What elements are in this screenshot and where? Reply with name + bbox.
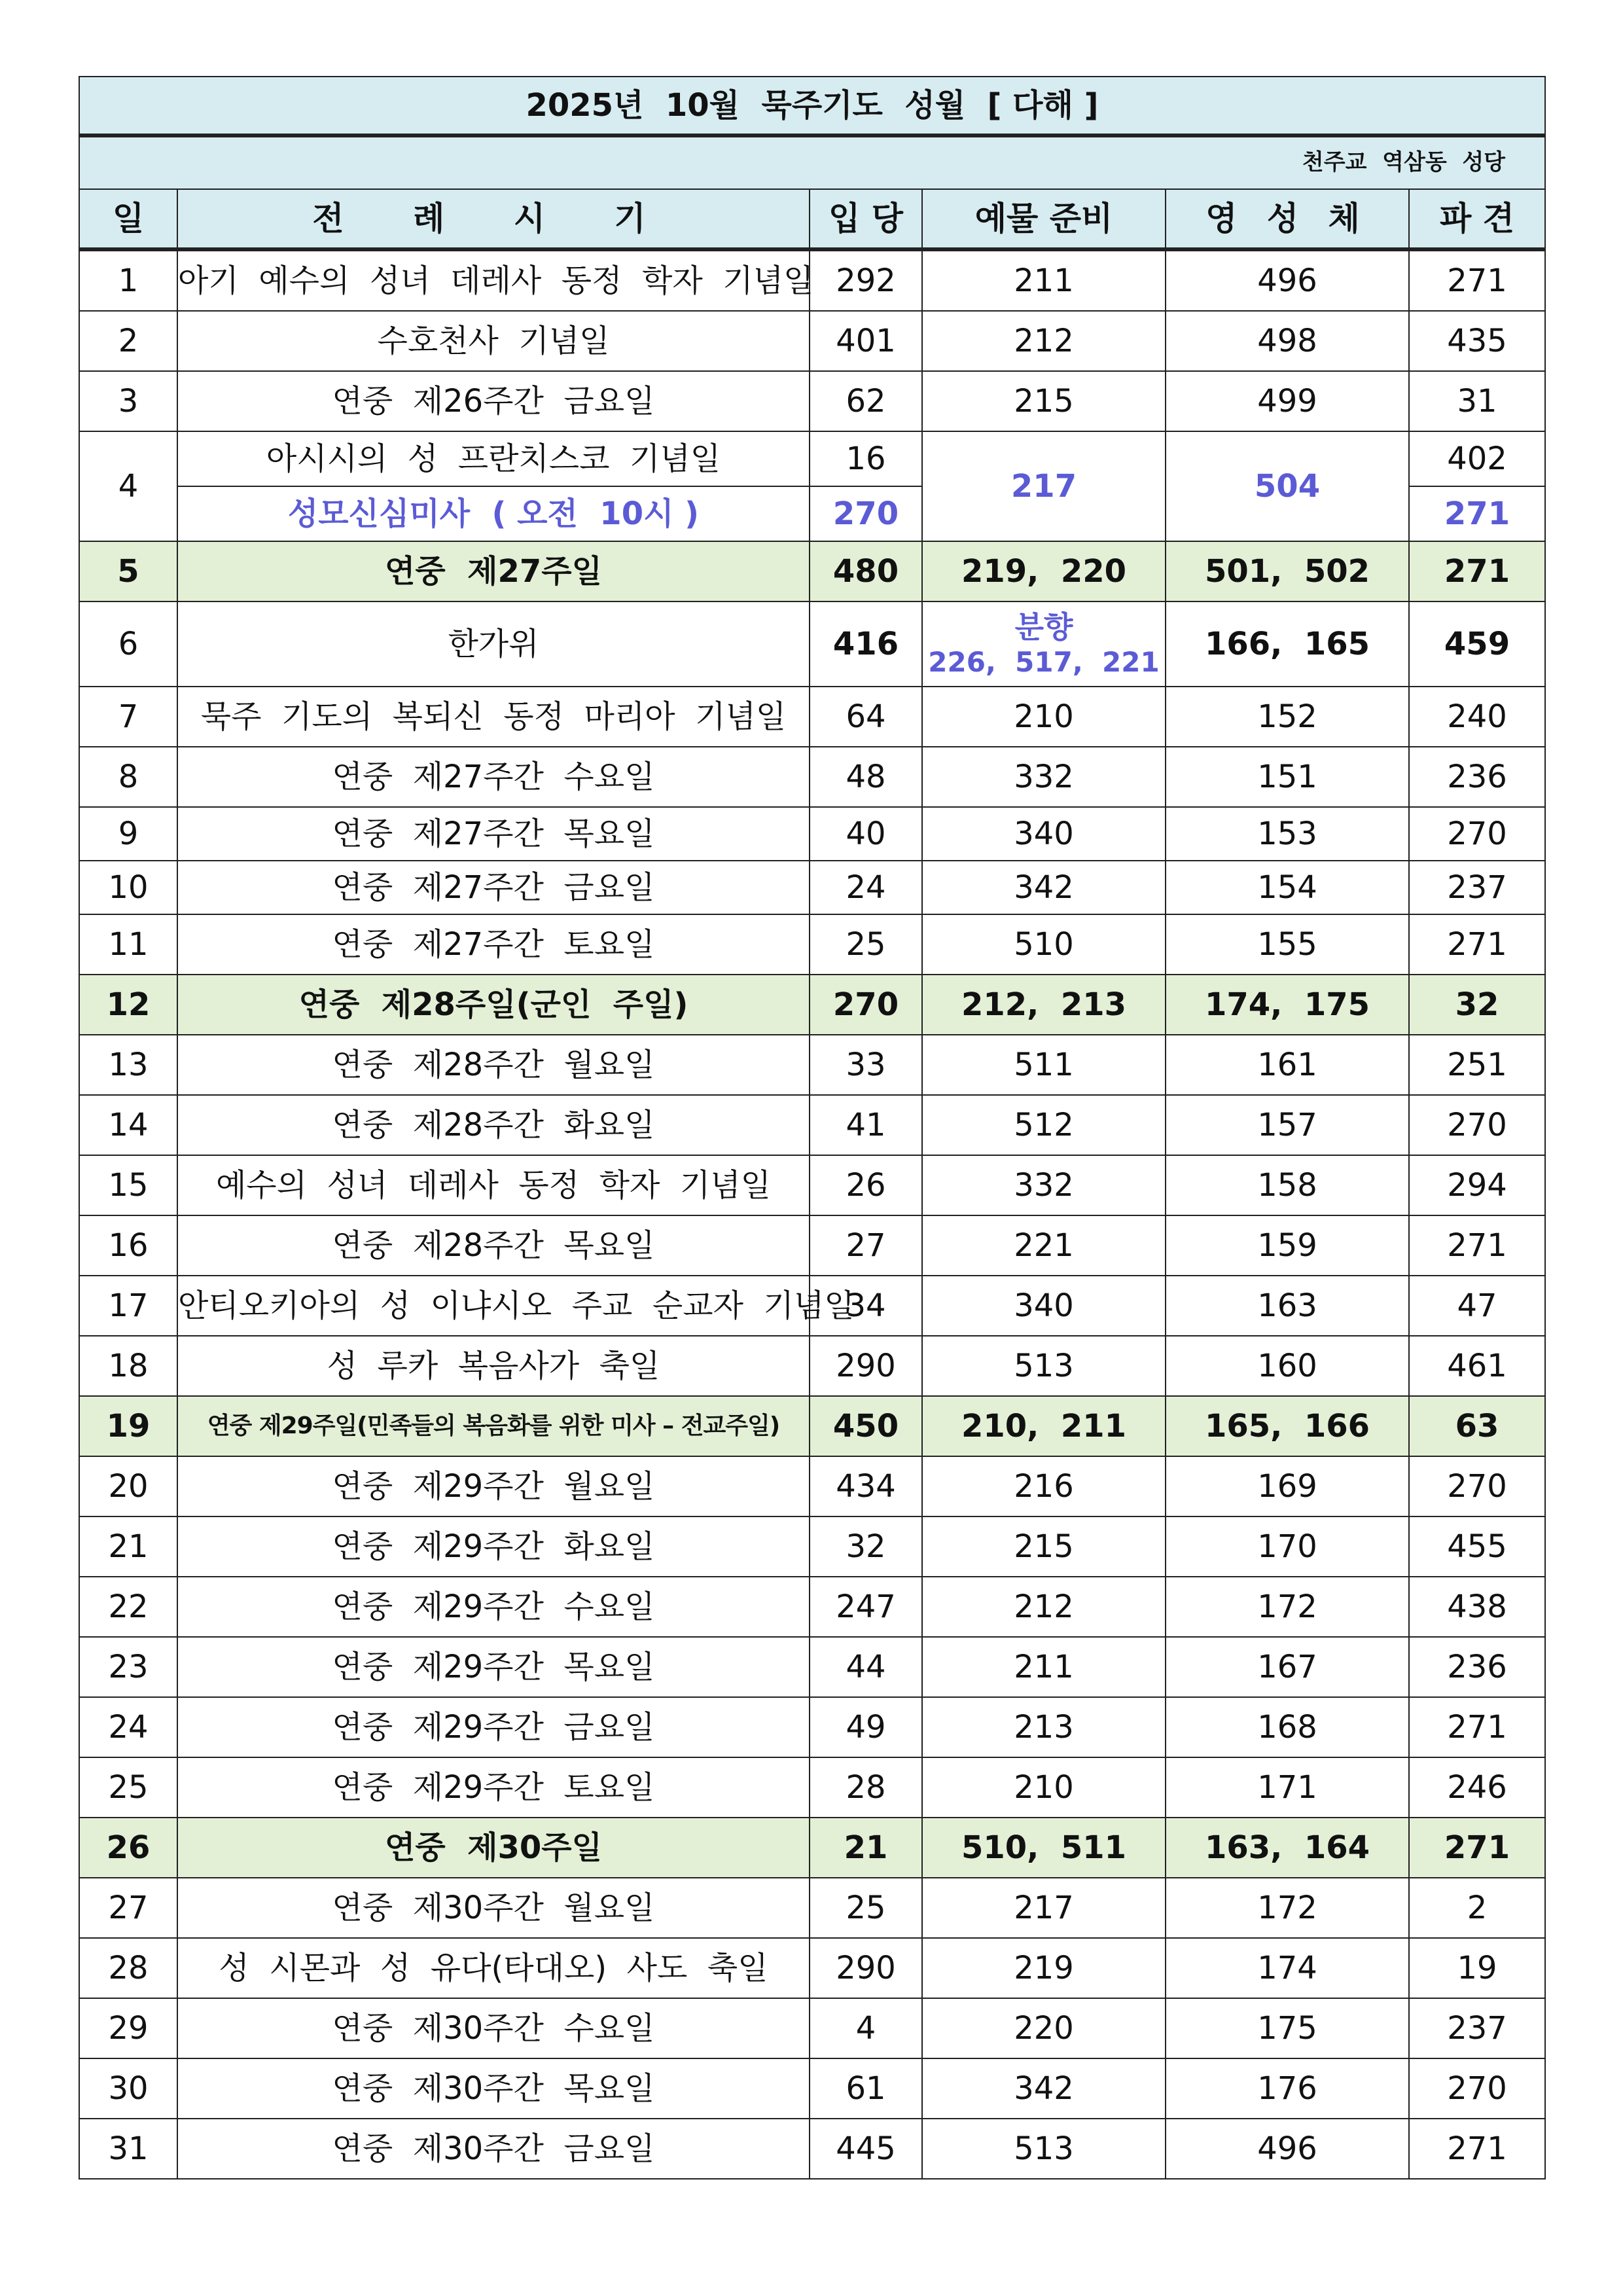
header-liturgy: 전 례 시 기: [177, 189, 810, 249]
day-cell: 7: [79, 687, 177, 747]
offertory-cell: 511: [922, 1035, 1166, 1095]
dismissal-cell: 246: [1409, 1757, 1545, 1818]
table-row: [79, 1697, 1545, 1757]
liturgy-cell: 연중 제29주간 화요일: [177, 1516, 810, 1577]
day-cell: 27: [79, 1878, 177, 1938]
day-cell: 25: [79, 1757, 177, 1818]
entrance-cell: 25: [810, 914, 922, 975]
table-row: [79, 1396, 1545, 1456]
communion-cell: 504: [1166, 431, 1409, 541]
table-row: [79, 249, 1545, 311]
dismissal-cell: 271: [1409, 249, 1545, 311]
offertory-cell: 513: [922, 2119, 1166, 2179]
offertory-cell: 217: [922, 1878, 1166, 1938]
liturgy-cell: 연중 제27주간 목요일: [177, 807, 810, 861]
liturgy-cell: 안티오키아의 성 이냐시오 주교 순교자 기념일: [177, 1276, 810, 1336]
communion-cell: 153: [1166, 807, 1409, 861]
table-row: [79, 861, 1545, 914]
table-row: [79, 914, 1545, 975]
entrance-cell: 247: [810, 1577, 922, 1637]
dismissal-cell: 32: [1409, 975, 1545, 1035]
dismissal-cell: 63: [1409, 1396, 1545, 1456]
entrance-cell: 27: [810, 1215, 922, 1276]
communion-cell: 168: [1166, 1697, 1409, 1757]
communion-cell: 163, 164: [1166, 1818, 1409, 1878]
communion-cell: 165, 166: [1166, 1396, 1409, 1456]
table-row: [79, 1878, 1545, 1938]
entrance-cell: 33: [810, 1035, 922, 1095]
dismissal-cell: 455: [1409, 1516, 1545, 1577]
dismissal-cell: 459: [1409, 601, 1545, 687]
liturgy-cell: 예수의 성녀 데레사 동정 학자 기념일: [177, 1155, 810, 1215]
offertory-cell: 219: [922, 1938, 1166, 1998]
day-cell: 15: [79, 1155, 177, 1215]
communion-cell: 172: [1166, 1878, 1409, 1938]
day-cell: 6: [79, 601, 177, 687]
dismissal-cell: 19: [1409, 1938, 1545, 1998]
entrance-cell: 270: [810, 975, 922, 1035]
liturgy-cell-sub: 성모신심미사 ( 오전 10시 ): [177, 486, 810, 541]
offertory-cell: 340: [922, 1276, 1166, 1336]
liturgy-cell: 수호천사 기념일: [177, 311, 810, 371]
dismissal-cell: 461: [1409, 1336, 1545, 1396]
liturgy-cell: 성 시몬과 성 유다(타대오) 사도 축일: [177, 1938, 810, 1998]
liturgy-cell: 연중 제28주간 월요일: [177, 1035, 810, 1095]
entrance-cell: 28: [810, 1757, 922, 1818]
communion-cell: 161: [1166, 1035, 1409, 1095]
day-cell: 29: [79, 1998, 177, 2058]
entrance-cell: 434: [810, 1456, 922, 1516]
entrance-cell: 34: [810, 1276, 922, 1336]
table-row: [79, 1276, 1545, 1336]
dismissal-cell: 271: [1409, 1215, 1545, 1276]
day-cell: 14: [79, 1095, 177, 1155]
liturgy-cell: 연중 제27주일: [177, 541, 810, 601]
entrance-cell: 480: [810, 541, 922, 601]
dismissal-cell: 270: [1409, 2058, 1545, 2119]
table-row: [79, 687, 1545, 747]
communion-cell: 152: [1166, 687, 1409, 747]
offertory-cell: 332: [922, 747, 1166, 807]
day-cell: 4: [79, 431, 177, 541]
day-cell: 26: [79, 1818, 177, 1878]
header-entrance: 입 당: [810, 189, 922, 249]
offertory-cell: 211: [922, 1637, 1166, 1697]
liturgy-cell: 연중 제27주간 토요일: [177, 914, 810, 975]
entrance-cell: 24: [810, 861, 922, 914]
communion-cell: 496: [1166, 2119, 1409, 2179]
entrance-cell: 290: [810, 1938, 922, 1998]
dismissal-cell: 237: [1409, 861, 1545, 914]
offertory-cell: 342: [922, 2058, 1166, 2119]
entrance-cell: 4: [810, 1998, 922, 2058]
table-row: [79, 311, 1545, 371]
communion-cell: 499: [1166, 371, 1409, 431]
dismissal-cell: 438: [1409, 1577, 1545, 1637]
dismissal-cell: 402: [1409, 431, 1545, 486]
incense-block: [923, 611, 1165, 678]
dismissal-cell: 271: [1409, 541, 1545, 601]
table-row: [79, 1215, 1545, 1276]
liturgy-cell: 아시시의 성 프란치스코 기념일: [177, 431, 810, 486]
liturgy-cell: 연중 제29주간 토요일: [177, 1757, 810, 1818]
dismissal-cell-sub: 271: [1409, 486, 1545, 541]
header-communion: 영 성 체: [1166, 189, 1409, 249]
parish-name: 천주교 역삼동 성당: [79, 135, 1545, 189]
day-cell: 3: [79, 371, 177, 431]
liturgy-cell: 묵주 기도의 복되신 동정 마리아 기념일: [177, 687, 810, 747]
offertory-cell: 210: [922, 687, 1166, 747]
liturgy-cell: 연중 제27주간 금요일: [177, 861, 810, 914]
offertory-cell: 342: [922, 861, 1166, 914]
liturgy-cell: 연중 제29주일(민족들의 복음화를 위한 미사 – 전교주일): [177, 1396, 810, 1456]
entrance-cell: 49: [810, 1697, 922, 1757]
day-cell: 10: [79, 861, 177, 914]
liturgy-cell: 연중 제30주간 월요일: [177, 1878, 810, 1938]
page-title: 2025년 10월 묵주기도 성월 [ 다해 ]: [79, 77, 1545, 135]
offertory-cell: 512: [922, 1095, 1166, 1155]
offertory-cell: 510: [922, 914, 1166, 975]
communion-cell: 160: [1166, 1336, 1409, 1396]
dismissal-cell: 47: [1409, 1276, 1545, 1336]
header-dismissal: 파 견: [1409, 189, 1545, 249]
day-cell: 18: [79, 1336, 177, 1396]
dismissal-cell: 270: [1409, 1456, 1545, 1516]
entrance-cell: 41: [810, 1095, 922, 1155]
table-row: [79, 1757, 1545, 1818]
offertory-cell: 510, 511: [922, 1818, 1166, 1878]
table-row: [79, 371, 1545, 431]
dismissal-cell: 236: [1409, 1637, 1545, 1697]
entrance-cell: 450: [810, 1396, 922, 1456]
table-row: [79, 1998, 1545, 2058]
table-row: [79, 1095, 1545, 1155]
liturgy-cell: 연중 제30주간 목요일: [177, 2058, 810, 2119]
table-row: [79, 2119, 1545, 2179]
communion-cell: 167: [1166, 1637, 1409, 1697]
communion-cell: 159: [1166, 1215, 1409, 1276]
hymn-schedule-sheet: [79, 76, 1544, 2179]
liturgy-cell: 연중 제27주간 수요일: [177, 747, 810, 807]
communion-cell: 154: [1166, 861, 1409, 914]
header-day: 일: [79, 189, 177, 249]
entrance-cell: 445: [810, 2119, 922, 2179]
liturgy-cell: 연중 제28주간 목요일: [177, 1215, 810, 1276]
offertory-cell: 217: [922, 431, 1166, 541]
entrance-cell: 25: [810, 1878, 922, 1938]
communion-cell: 176: [1166, 2058, 1409, 2119]
offertory-cell: [922, 601, 1166, 687]
entrance-cell: 40: [810, 807, 922, 861]
offertory-cell: 340: [922, 807, 1166, 861]
liturgy-cell: 연중 제26주간 금요일: [177, 371, 810, 431]
table-row: [79, 807, 1545, 861]
incense-numbers: 226, 517, 221: [928, 646, 1160, 679]
liturgy-cell: 연중 제29주간 목요일: [177, 1637, 810, 1697]
table-row: [79, 1516, 1545, 1577]
offertory-cell: 215: [922, 1516, 1166, 1577]
day-cell: 16: [79, 1215, 177, 1276]
dismissal-cell: 270: [1409, 1095, 1545, 1155]
table-row: [79, 1336, 1545, 1396]
communion-cell: 166, 165: [1166, 601, 1409, 687]
liturgy-cell: 연중 제30주간 금요일: [177, 2119, 810, 2179]
liturgy-cell: 연중 제30주간 수요일: [177, 1998, 810, 2058]
offertory-cell: 513: [922, 1336, 1166, 1396]
day-cell: 21: [79, 1516, 177, 1577]
day-cell: 31: [79, 2119, 177, 2179]
day-cell: 20: [79, 1456, 177, 1516]
dismissal-cell: 270: [1409, 807, 1545, 861]
table-row: [79, 601, 1545, 687]
table-row: [79, 1938, 1545, 1998]
dismissal-cell: 251: [1409, 1035, 1545, 1095]
dismissal-cell: 237: [1409, 1998, 1545, 2058]
dismissal-cell: 271: [1409, 1818, 1545, 1878]
communion-cell: 175: [1166, 1998, 1409, 2058]
offertory-cell: 213: [922, 1697, 1166, 1757]
liturgy-cell: 아기 예수의 성녀 데레사 동정 학자 기념일: [177, 249, 810, 311]
table-row: [79, 975, 1545, 1035]
table-row: [79, 1155, 1545, 1215]
communion-cell: 155: [1166, 914, 1409, 975]
day-cell: 9: [79, 807, 177, 861]
entrance-cell-sub: 270: [810, 486, 922, 541]
day-cell: 19: [79, 1396, 177, 1456]
day-cell: 12: [79, 975, 177, 1035]
table-row: [79, 1637, 1545, 1697]
dismissal-cell: 271: [1409, 914, 1545, 975]
entrance-cell: 32: [810, 1516, 922, 1577]
communion-cell: 170: [1166, 1516, 1409, 1577]
day-cell: 30: [79, 2058, 177, 2119]
table-row: [79, 747, 1545, 807]
day-cell: 1: [79, 249, 177, 311]
entrance-cell: 61: [810, 2058, 922, 2119]
communion-cell: 171: [1166, 1757, 1409, 1818]
table-row: [79, 431, 1545, 486]
entrance-cell: 290: [810, 1336, 922, 1396]
offertory-cell: 332: [922, 1155, 1166, 1215]
communion-cell: 169: [1166, 1456, 1409, 1516]
liturgy-cell: 연중 제30주일: [177, 1818, 810, 1878]
day-cell: 5: [79, 541, 177, 601]
liturgy-cell: 한가위: [177, 601, 810, 687]
dismissal-cell: 271: [1409, 2119, 1545, 2179]
incense-label: 분향: [1014, 609, 1073, 645]
offertory-cell: 212: [922, 311, 1166, 371]
entrance-cell: 416: [810, 601, 922, 687]
offertory-cell: 211: [922, 249, 1166, 311]
dismissal-cell: 240: [1409, 687, 1545, 747]
table-row: [79, 2058, 1545, 2119]
dismissal-cell: 435: [1409, 311, 1545, 371]
communion-cell: 172: [1166, 1577, 1409, 1637]
table-header: [79, 189, 1545, 249]
day-cell: 17: [79, 1276, 177, 1336]
header-offertory: 예물 준비: [922, 189, 1166, 249]
liturgy-cell: 연중 제29주간 수요일: [177, 1577, 810, 1637]
communion-cell: 174: [1166, 1938, 1409, 1998]
communion-cell: 151: [1166, 747, 1409, 807]
offertory-cell: 216: [922, 1456, 1166, 1516]
liturgy-cell: 성 루카 복음사가 축일: [177, 1336, 810, 1396]
entrance-cell: 292: [810, 249, 922, 311]
offertory-cell: 212: [922, 1577, 1166, 1637]
table-row: [79, 1035, 1545, 1095]
dismissal-cell: 294: [1409, 1155, 1545, 1215]
communion-cell: 501, 502: [1166, 541, 1409, 601]
offertory-cell: 210, 211: [922, 1396, 1166, 1456]
day-cell: 24: [79, 1697, 177, 1757]
communion-cell: 158: [1166, 1155, 1409, 1215]
entrance-cell: 44: [810, 1637, 922, 1697]
dismissal-cell: 271: [1409, 1697, 1545, 1757]
liturgy-cell: 연중 제29주간 월요일: [177, 1456, 810, 1516]
table-row: [79, 541, 1545, 601]
communion-cell: 157: [1166, 1095, 1409, 1155]
liturgy-cell: 연중 제28주간 화요일: [177, 1095, 810, 1155]
offertory-cell: 212, 213: [922, 975, 1166, 1035]
day-cell: 13: [79, 1035, 177, 1095]
dismissal-cell: 236: [1409, 747, 1545, 807]
dismissal-cell: 31: [1409, 371, 1545, 431]
entrance-cell: 401: [810, 311, 922, 371]
offertory-cell: 219, 220: [922, 541, 1166, 601]
day-cell: 23: [79, 1637, 177, 1697]
table-row: [79, 1818, 1545, 1878]
dismissal-cell: 2: [1409, 1878, 1545, 1938]
communion-cell: 163: [1166, 1276, 1409, 1336]
hymn-schedule-table: [79, 76, 1546, 2179]
day-cell: 11: [79, 914, 177, 975]
communion-cell: 496: [1166, 249, 1409, 311]
communion-cell: 498: [1166, 311, 1409, 371]
entrance-cell: 16: [810, 431, 922, 486]
liturgy-cell: 연중 제29주간 금요일: [177, 1697, 810, 1757]
day-cell: 8: [79, 747, 177, 807]
liturgy-cell: 연중 제28주일(군인 주일): [177, 975, 810, 1035]
table-row: [79, 1577, 1545, 1637]
entrance-cell: 48: [810, 747, 922, 807]
entrance-cell: 21: [810, 1818, 922, 1878]
offertory-cell: 220: [922, 1998, 1166, 2058]
day-cell: 2: [79, 311, 177, 371]
offertory-cell: 221: [922, 1215, 1166, 1276]
communion-cell: 174, 175: [1166, 975, 1409, 1035]
entrance-cell: 26: [810, 1155, 922, 1215]
day-cell: 28: [79, 1938, 177, 1998]
day-cell: 22: [79, 1577, 177, 1637]
offertory-cell: 210: [922, 1757, 1166, 1818]
entrance-cell: 62: [810, 371, 922, 431]
table-row: [79, 1456, 1545, 1516]
entrance-cell: 64: [810, 687, 922, 747]
offertory-cell: 215: [922, 371, 1166, 431]
